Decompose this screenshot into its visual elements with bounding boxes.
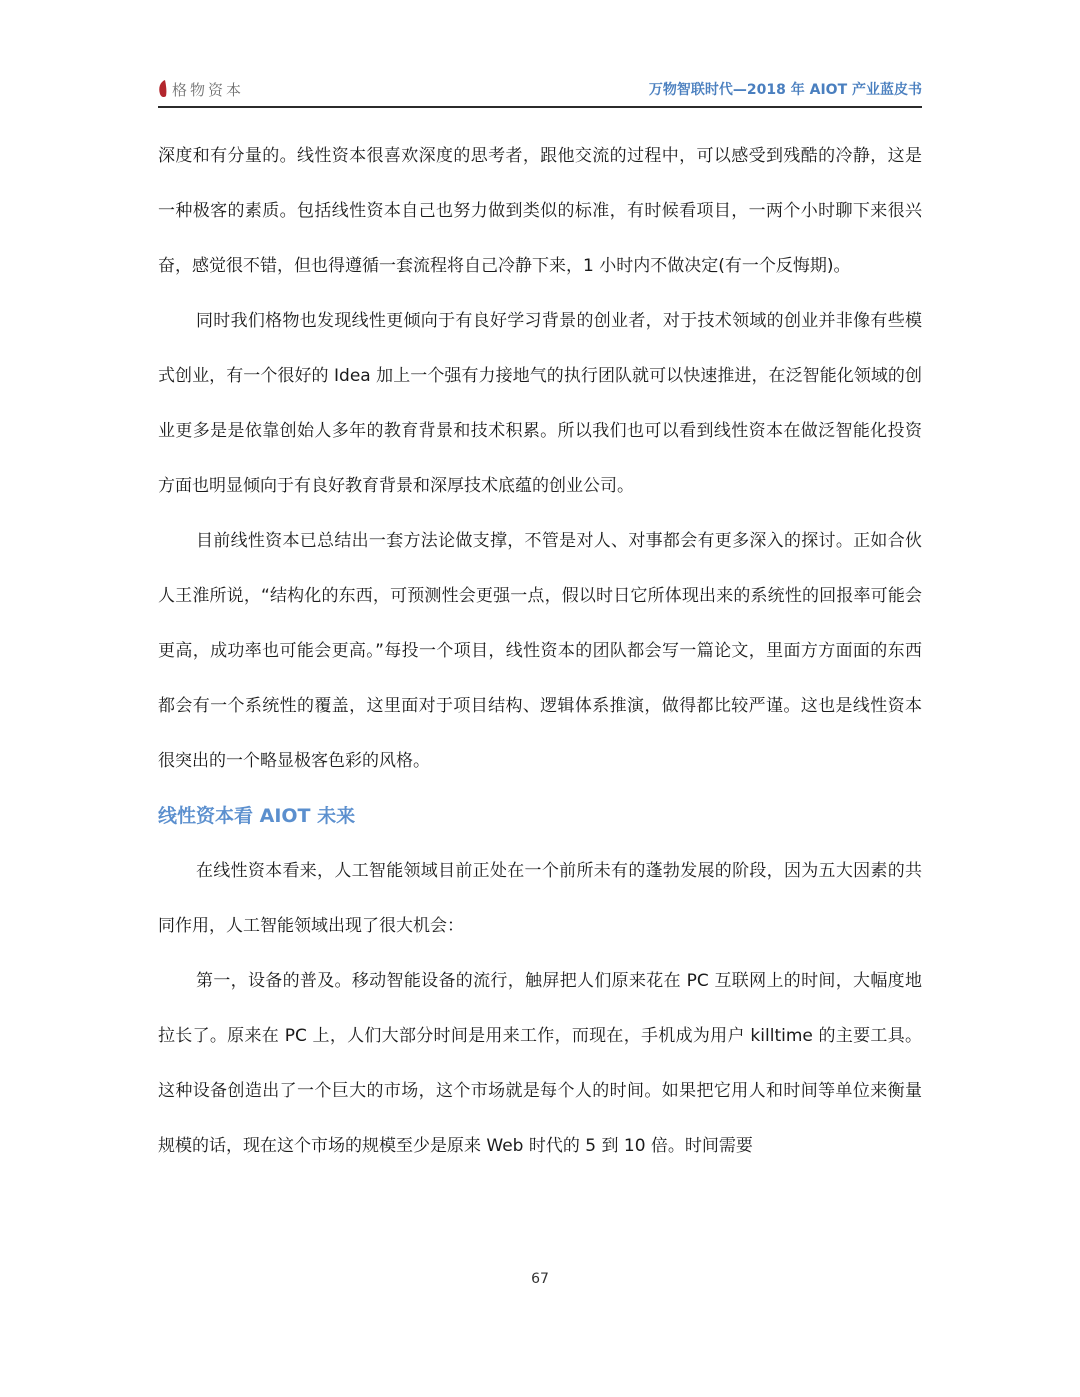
- logo: [158, 78, 244, 100]
- page-number: 67: [531, 1271, 549, 1287]
- paragraph-5: 第一，设备的普及。移动智能设备的流行，触屏把人们原来花在 PC 互联网上的时间，大幅度地拉长了。原来在 PC 上，人们大部分时间是用来工作，而现在，手机成为用户 killtime 的主要工具。这种设备创造出了一个巨大的市场，这个市场就是每个人的时间。如果把它用人和时间等单位来衡量规模的话，现在这个市场的规模至少是原来 Web 时代的 5 到 10 倍。时间需要: [158, 971, 922, 1156]
- paragraph-1: 深度和有分量的。线性资本很喜欢深度的思考者，跟他交流的过程中，可以感受到残酷的冷静，这是一种极客的素质。包括线性资本自己也努力做到类似的标准，有时候看项目，一两个小时聊下来很兴奋，感觉很不错，但也得遵循一套流程将自己冷静下来，1 小时内不做决定(有一个反悔期)。: [158, 146, 922, 276]
- section-title: 线性资本看 AIOT 未来: [158, 805, 356, 827]
- page-content: [158, 129, 922, 1174]
- paragraph-2: 同时我们格物也发现线性更倾向于有良好学习背景的创业者，对于技术领域的创业并非像有些模式创业，有一个很好的 Idea 加上一个强有力接地气的执行团队就可以快速推进，在泛智能化领域的创业更多是是依靠创始人多年的教育背景和技术积累。所以我们也可以看到线性资本在做泛智能化投资方面也明显倾向于有良好教育背景和深厚技术底蕴的创业公司。: [158, 311, 922, 496]
- paragraph-4: 在线性资本看来，人工智能领域目前正处在一个前所未有的蓬勃发展的阶段，因为五大因素的共同作用，人工智能领域出现了很大机会：: [158, 861, 922, 936]
- logo-text: 格物资本: [172, 80, 245, 99]
- logo-mark-icon: [158, 79, 168, 99]
- header-title: 万物智联时代—2018 年 AIOT 产业蓝皮书: [648, 82, 922, 98]
- page-header: [158, 72, 922, 108]
- paragraph-3: 目前线性资本已总结出一套方法论做支撑，不管是对人、对事都会有更多深入的探讨。正如合伙人王淮所说，“结构化的东西，可预测性会更强一点，假以时日它所体现出来的系统性的回报率可能会更高，成功率也可能会更高。”每投一个项目，线性资本的团队都会写一篇论文，里面方方面面的东西都会有一个系统性的覆盖，这里面对于项目结构、逻辑体系推演，做得都比较严谨。这也是线性资本很突出的一个略显极客色彩的风格。: [158, 531, 922, 771]
